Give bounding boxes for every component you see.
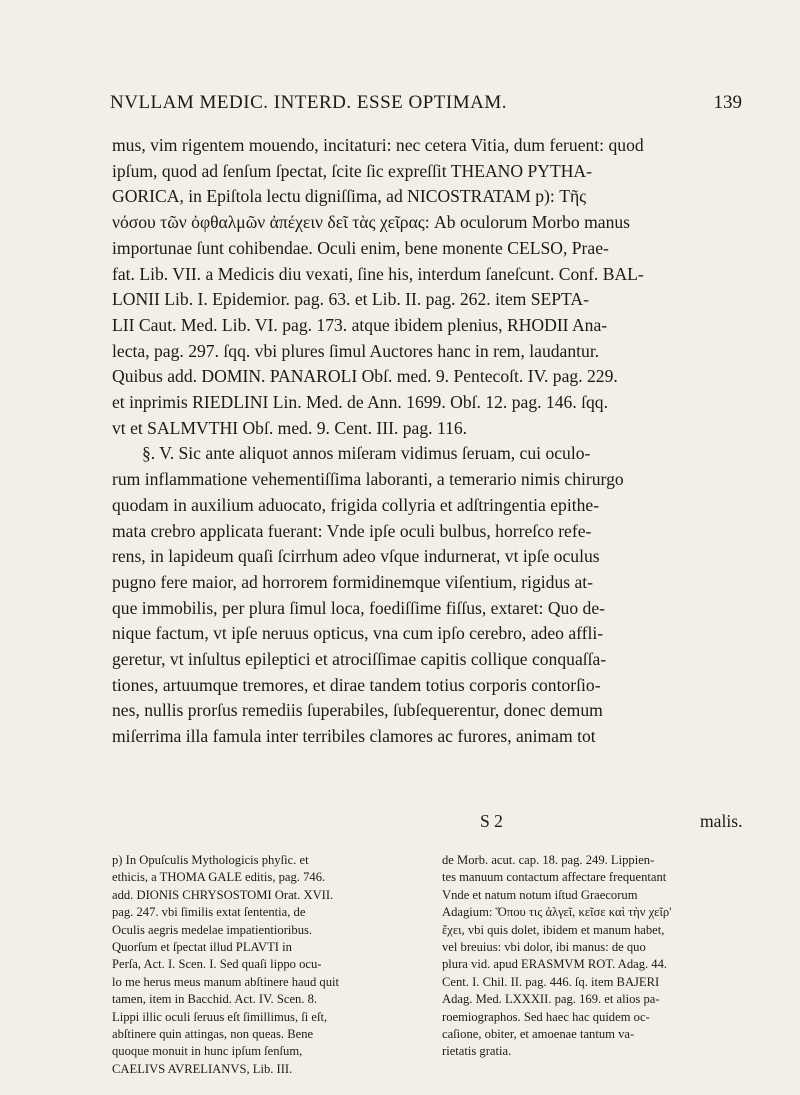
footnote-line: Oculis aegris medelae impatientioribus.: [112, 922, 313, 937]
text-line: et inprimis RIEDLINI Lin. Med. de Ann. 1699. Obſ. 12. pag. 146. ſqq.: [112, 392, 608, 413]
footnote-line: Cent. I. Chil. II. pag. 446. ſq. item BAJERI: [442, 974, 660, 989]
footnote-line: abſtinere quin attingas, non queas. Bene: [112, 1027, 314, 1042]
text-line: que immobilis, per plura ſimul loca, foediſſime fiſſus, extaret: Quo de-: [112, 597, 605, 618]
text-line: LII Caut. Med. Lib. VI. pag. 173. atque ibidem plenius, RHODII Ana-: [112, 314, 608, 335]
text-line: §. V. Sic ante aliquot annos miſeram vidimus ſeruam, cui oculo-: [142, 443, 591, 464]
text-line: GORICA, in Epiſtola lectu digniſſima, ad NICOSTRATAM p): Τῆς: [112, 186, 587, 207]
text-line: rum inflammatione vehementiſſima laboranti, a temerario nimis chirurgo: [112, 469, 624, 490]
text-line: ipſum, quod ad ſenſum ſpectat, ſcite ſic expreſſit THEANO PYTHA-: [112, 160, 592, 181]
signature-mark: S 2: [480, 811, 503, 831]
text-line: geretur, vt inſultus epileptici et atrociſſimae capitis collique conquaſſa-: [112, 649, 607, 670]
text-line: fat. Lib. VII. a Medicis diu vexati, ſine his, interdum ſaneſcunt. Conf. BAL-: [112, 263, 644, 284]
footnote-line: Lippi illic oculi ſeruus eſt ſimillimus, ſi eſt,: [112, 1009, 328, 1024]
text-line: quodam in auxilium aduocato, frigida collyria et adſtringentia epithe-: [112, 494, 600, 515]
footnote-line: tamen, item in Bacchid. Act. IV. Scen. 8.: [112, 992, 318, 1007]
text-line: mata crebro applicata fuerant: Vnde ipſe oculi bulbus, horreſco refe-: [112, 520, 592, 541]
text-line: nique factum, vt ipſe neruus opticus, vna cum ipſo cerebro, adeo affli-: [112, 623, 604, 644]
footnote-line: ethicis, a THOMA GALE editis, pag. 746.: [112, 870, 326, 885]
footnote-line: Adag. Med. LXXXII. pag. 169. et alios pa-: [442, 992, 660, 1007]
text-line: tiones, artuumque tremores, et dirae tandem totius corporis contorſio-: [112, 674, 601, 695]
text-line: nes, nullis prorſus remediis ſuperabiles, ſubſequerentur, donec demum: [112, 700, 603, 721]
page-number: 139: [713, 92, 742, 113]
footnote-line: de Morb. acut. cap. 18. pag. 249. Lippien-: [442, 853, 655, 867]
footnote-column-left: [112, 852, 428, 1078]
footnote-line: lo me herus meus manum abſtinere haud quit: [112, 974, 339, 989]
running-title: NVLLAM MEDIC. INTERD. ESSE OPTIMAM.: [110, 92, 507, 113]
footnote-line: roemiographos. Sed haec hac quidem oc-: [442, 1009, 650, 1024]
text-line: pugno fere maior, ad horrorem formidinemque viſentium, rigidus at-: [112, 571, 594, 592]
catchword: malis.: [700, 811, 743, 831]
text-line: LONII Lib. I. Epidemior. pag. 63. et Lib. II. pag. 262. item SEPTA-: [112, 289, 589, 310]
text-line: νόσου τῶν ὀφθαλμῶν ἀπέχειν δεῖ τὰς χεῖρας: Ab oculorum Morbo manus: [112, 212, 631, 233]
footnote-line: CAELIVS AVRELIANVS, Lib. III.: [112, 1061, 293, 1076]
footnote-line: ἔχει, vbi quis dolet, ibidem et manum habet,: [442, 922, 665, 937]
footnote-line: caſione, obiter, et amoenae tantum va-: [442, 1027, 635, 1042]
footnote-line: rietatis gratia.: [442, 1044, 512, 1059]
footnote-line: tes manuum contactum affectare frequentant: [442, 870, 667, 885]
footnote-line: Perſa, Act. I. Scen. I. Sed quaſi lippo ocu-: [112, 957, 322, 972]
footnote-line: vel breuius: vbi dolor, ibi manus: de quo: [442, 940, 646, 955]
footnote-line: plura vid. apud ERASMVM ROT. Adag. 44.: [442, 957, 668, 972]
text-line: rens, in lapideum quaſi ſcirrhum adeo vſque indurnerat, vt ipſe oculus: [112, 546, 600, 567]
footnote-line: p) In Opuſculis Mythologicis phyſic. et: [112, 853, 309, 867]
text-line: Quibus add. DOMIN. PANAROLI Obſ. med. 9. Pentecoſt. IV. pag. 229.: [112, 366, 618, 387]
text-line: miſerrima illa famula inter terribiles clamores ac furores, animam tot: [112, 726, 596, 747]
text-line: mus, vim rigentem mouendo, incitaturi: nec cetera Vitia, dum feruent: quod: [112, 135, 644, 155]
main-text: [112, 133, 758, 750]
footnote-line: pag. 247. vbi ſimilis extat ſententia, de: [112, 905, 306, 920]
footnote-column-right: [442, 852, 758, 1061]
text-line: vt et SALMVTHI Obſ. med. 9. Cent. III. pag. 116.: [112, 417, 468, 438]
footnote-line: add. DIONIS CHRYSOSTOMI Orat. XVII.: [112, 887, 334, 902]
footnote-line: Quorſum et ſpectat illud PLAVTI in: [112, 940, 292, 955]
text-line: lecta, pag. 297. ſqq. vbi plures ſimul Auctores hanc in rem, laudantur.: [112, 340, 600, 361]
footnote-line: Adagium: Ὅπου τις ἀλγεῖ, κεῖσε καὶ τὴν χεῖρ': [442, 905, 672, 920]
footnote-line: Vnde et natum notum iſtud Graecorum: [442, 887, 638, 902]
footnote-line: quoque monuit in hunc ipſum ſenſum,: [112, 1044, 303, 1059]
text-line: importunae ſunt cohibendae. Oculi enim, bene monente CELSO, Prae-: [112, 237, 609, 258]
